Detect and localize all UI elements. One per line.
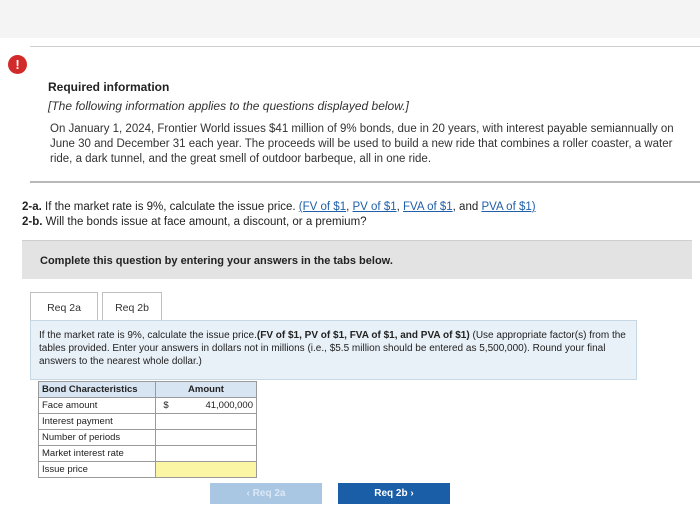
prev-button: ‹ Req 2a bbox=[210, 483, 322, 504]
link-fv[interactable]: (FV of $1 bbox=[298, 201, 347, 213]
info-note: [The following information applies to the questions displayed below.] bbox=[48, 99, 409, 113]
table-header bbox=[39, 382, 257, 398]
link-fva[interactable]: FVA of $1 bbox=[403, 201, 453, 213]
row-label: Face amount bbox=[39, 398, 156, 414]
instruction-bar bbox=[22, 240, 692, 279]
dollar-cell bbox=[156, 414, 177, 430]
alert-icon: ! bbox=[8, 55, 27, 74]
header-amount: Amount bbox=[156, 382, 257, 398]
dollar-sign: $ bbox=[156, 398, 177, 414]
link-pv[interactable]: PV of $1 bbox=[352, 201, 397, 213]
face-amount-value: 41,000,000 bbox=[176, 398, 257, 414]
dollar-cell bbox=[156, 462, 177, 478]
issue-price-input[interactable] bbox=[176, 462, 257, 478]
row-label: Number of periods bbox=[39, 430, 156, 446]
chevron-left-icon: ‹ bbox=[246, 488, 250, 499]
row-label: Interest payment bbox=[39, 414, 156, 430]
dollar-cell bbox=[156, 446, 177, 462]
number-of-periods-input[interactable] bbox=[176, 430, 257, 446]
question-2a: 2-a. If the market rate is 9%, calculate the issue price. (FV of $1, PV of $1, FVA of $1, and PVA of $1) bbox=[22, 201, 536, 213]
instruction-text: Complete this question by entering your answers in the tabs below. bbox=[40, 255, 393, 267]
interest-payment-input[interactable] bbox=[176, 414, 257, 430]
market-interest-rate-input[interactable] bbox=[176, 446, 257, 462]
chevron-right-icon: › bbox=[410, 488, 414, 499]
info-body: On January 1, 2024, Frontier World issues $41 million of 9% bonds, due in 20 years, with interest payable semiannually on June 30 and December 31 each year. The proceeds will be used to build a new ride that combines a roller coaster, a water ride, a dark tunnel, and the great smell of outdoor barbeque, all in one ride. bbox=[50, 123, 674, 165]
header-bond-characteristics: Bond Characteristics bbox=[39, 382, 156, 398]
question-2b: 2-b. Will the bonds issue at face amount, a discount, or a premium? bbox=[22, 216, 367, 228]
prompt-box bbox=[30, 320, 637, 380]
tab-req-2a[interactable]: Req 2a bbox=[30, 292, 98, 323]
table-row bbox=[39, 430, 257, 446]
row-label: Market interest rate bbox=[39, 446, 156, 462]
table-row bbox=[39, 414, 257, 430]
table-row bbox=[39, 398, 257, 414]
dollar-cell bbox=[156, 430, 177, 446]
row-label: Issue price bbox=[39, 462, 156, 478]
info-title: Required information bbox=[48, 80, 170, 94]
table-row bbox=[39, 462, 257, 478]
table-row bbox=[39, 446, 257, 462]
top-strip bbox=[0, 0, 700, 38]
link-pva[interactable]: PVA of $1) bbox=[481, 201, 536, 213]
prompt-text: If the market rate is 9%, calculate the issue price.(FV of $1, PV of $1, FVA of $1, and PVA of $1) (Use appropriate factor(s) from the tables provided. Enter your answers in dollars not in millions (i.e., $5.5 million should be entered as 5,500,000). Round your final answers to the nearest whole dollar.) bbox=[39, 330, 626, 367]
next-button[interactable]: Req 2b › bbox=[338, 483, 450, 504]
bond-table bbox=[38, 381, 257, 478]
tab-req-2b[interactable]: Req 2b bbox=[102, 292, 162, 323]
questions bbox=[22, 200, 692, 230]
